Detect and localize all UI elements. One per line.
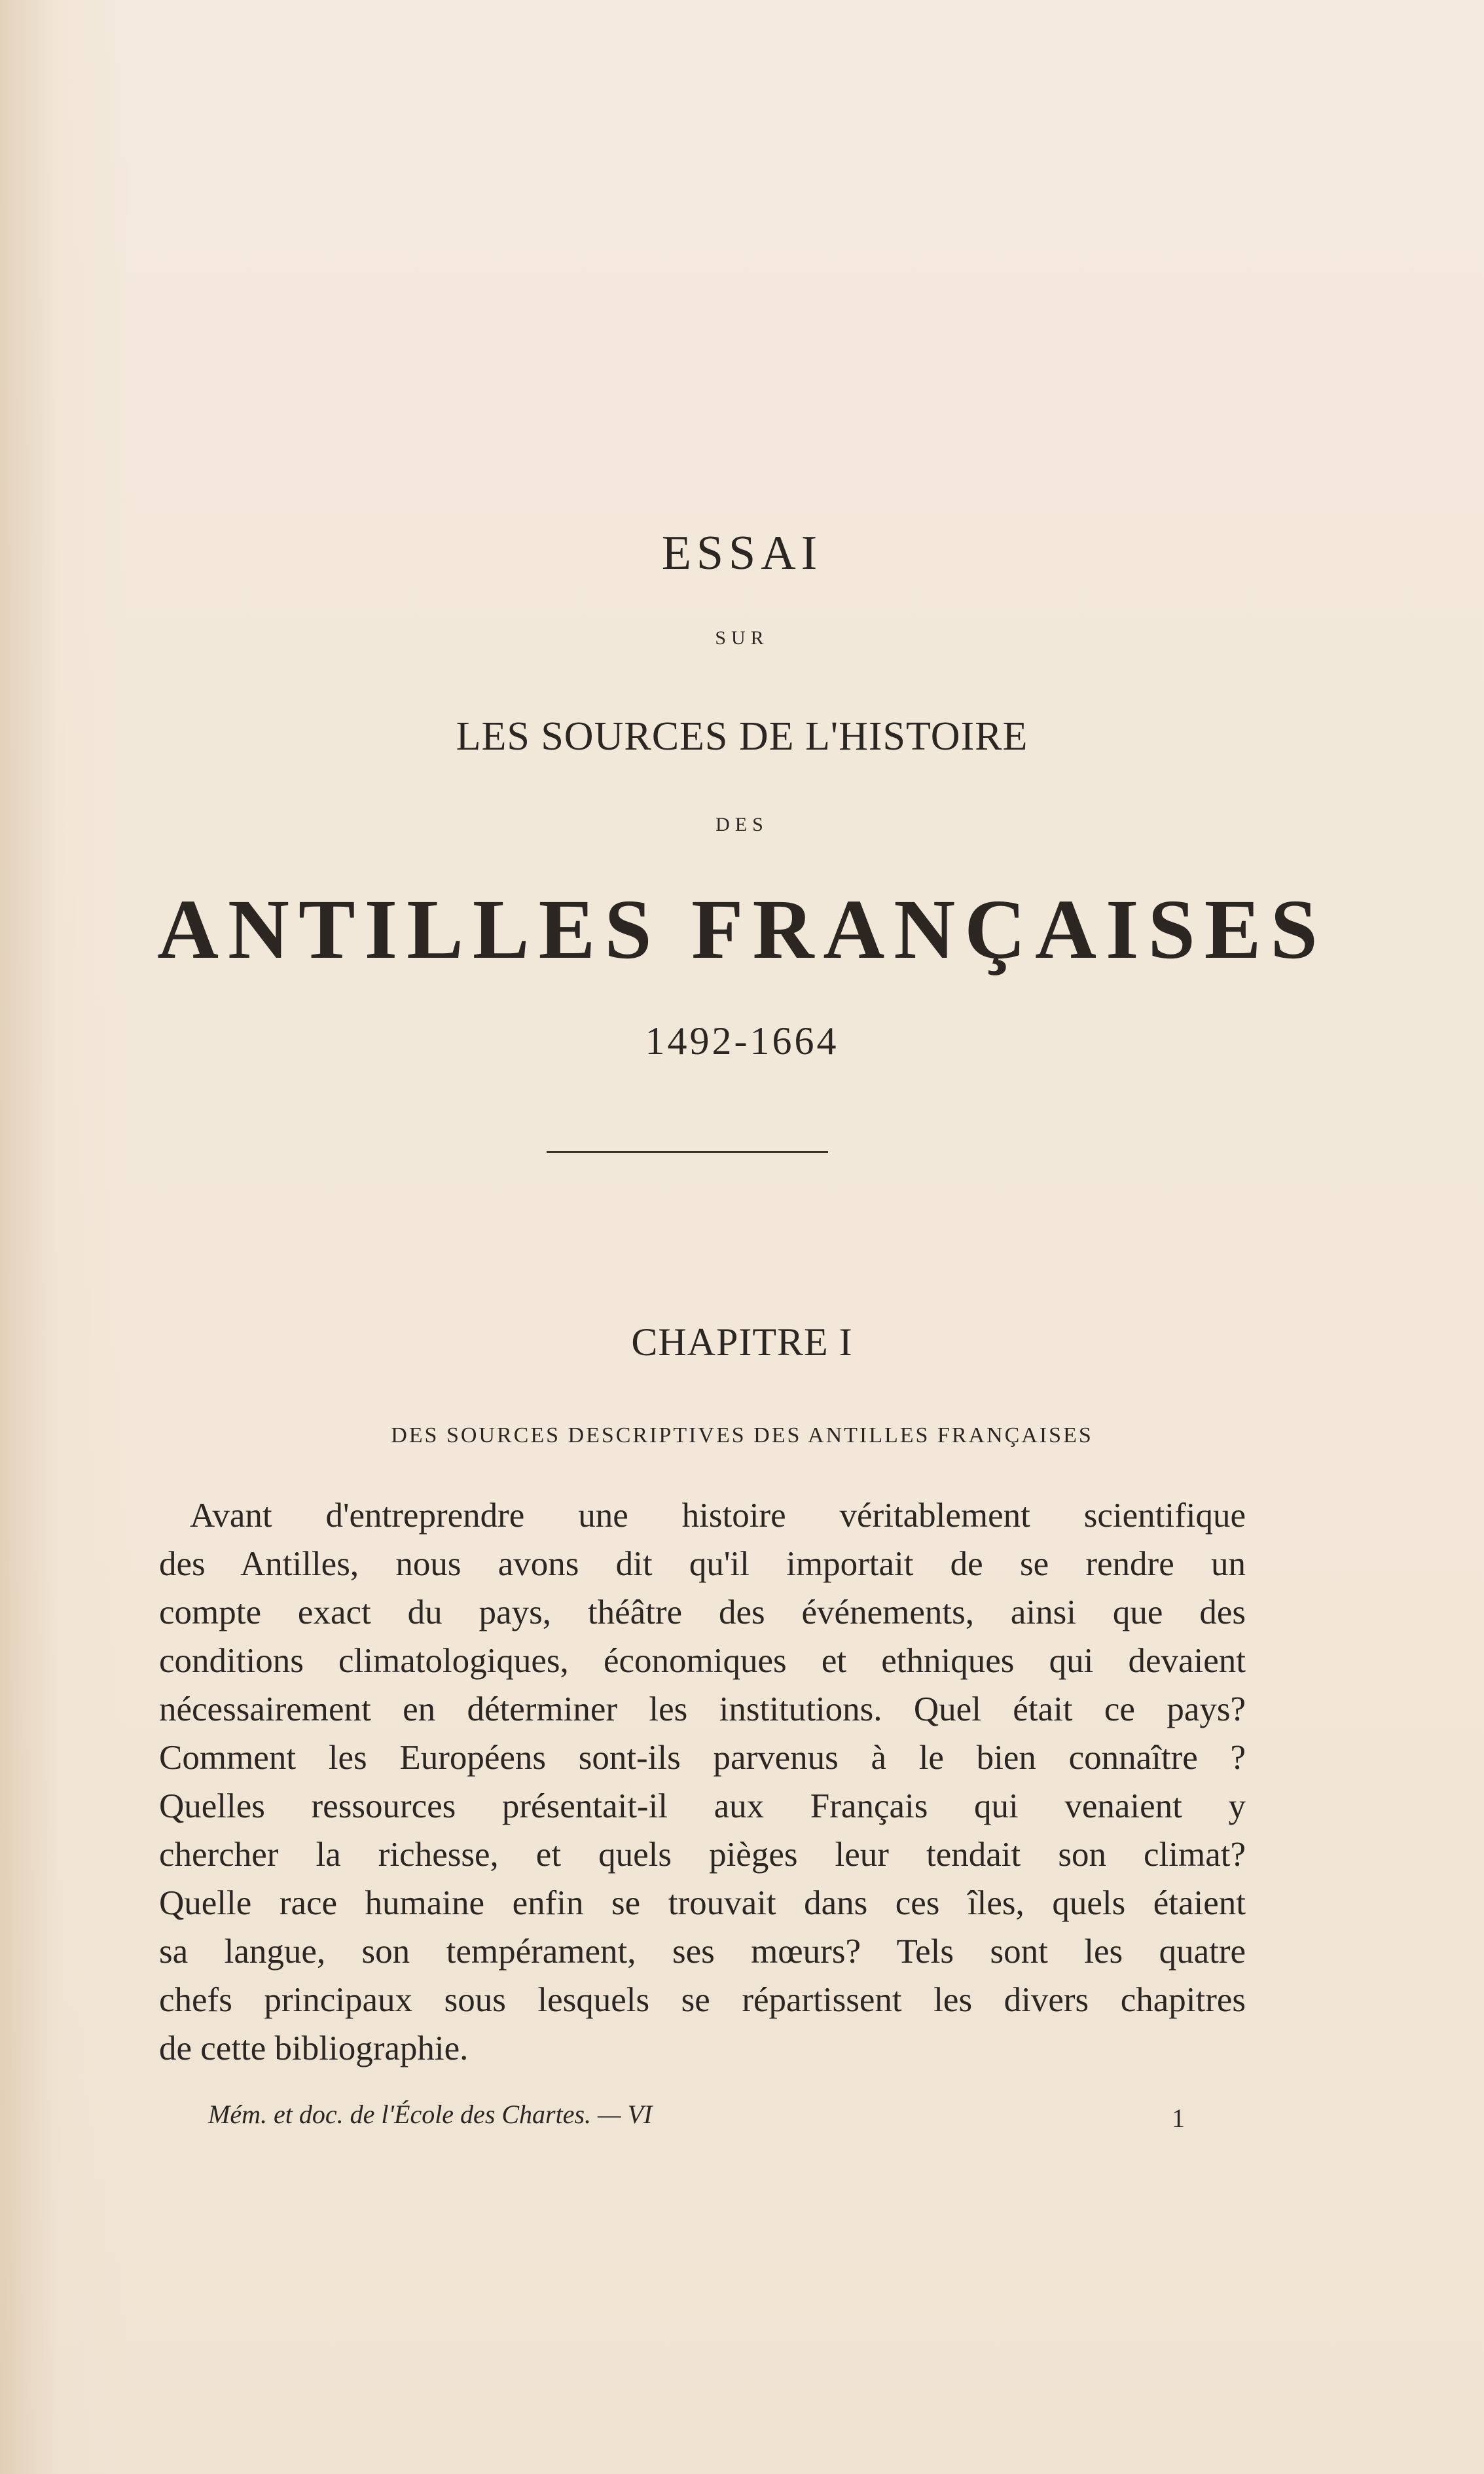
title-antilles: ANTILLES FRANÇAISES — [157, 882, 1327, 977]
body-line: chercher la richesse, et quels pièges leur tendait son climat? — [159, 1836, 1246, 1874]
body-line: sa langue, son tempérament, ses mœurs? Tels sont les quatre — [159, 1933, 1246, 1971]
title-rule — [547, 1151, 828, 1153]
chapter-subtitle: DES SOURCES DESCRIPTIVES DES ANTILLES FRANÇAISES — [391, 1423, 1093, 1447]
body-line: Quelle race humaine enfin se trouvait dans ces îles, quels étaient — [159, 1884, 1246, 1922]
body-line: Comment les Européens sont-ils parvenus à le bien connaître ? — [159, 1739, 1246, 1777]
title-des: DES — [715, 814, 769, 835]
title-dates: 1492-1664 — [645, 1019, 839, 1063]
title-sur: SUR — [715, 627, 769, 649]
body-line: chefs principaux sous lesquels se répartissent les divers chapitres — [159, 1981, 1246, 2019]
footer-citation: Mém. et doc. de l'École des Chartes. — VI — [208, 2100, 653, 2129]
body-line: conditions climatologiques, économiques et ethniques qui devaient — [159, 1642, 1246, 1680]
chapter-title: CHAPITRE I — [631, 1320, 853, 1364]
title-essai: ESSAI — [661, 526, 823, 580]
body-line: de cette bibliographie. — [159, 2029, 469, 2067]
body-line: nécessairement en déterminer les institutions. Quel était ce pays? — [159, 1690, 1246, 1728]
page-number: 1 — [1172, 2103, 1185, 2133]
body-line: Quelles ressources présentait-il aux Français qui venaient y — [159, 1787, 1246, 1825]
body-line: Avant d'entreprendre une histoire véritablement scientifique — [190, 1497, 1246, 1535]
title-sources: LES SOURCES DE L'HISTOIRE — [456, 714, 1028, 759]
body-line: des Antilles, nous avons dit qu'il importait de se rendre un — [159, 1545, 1246, 1583]
body-paragraph — [159, 1491, 1246, 2073]
body-line: compte exact du pays, théâtre des événements, ainsi que des — [159, 1593, 1246, 1631]
